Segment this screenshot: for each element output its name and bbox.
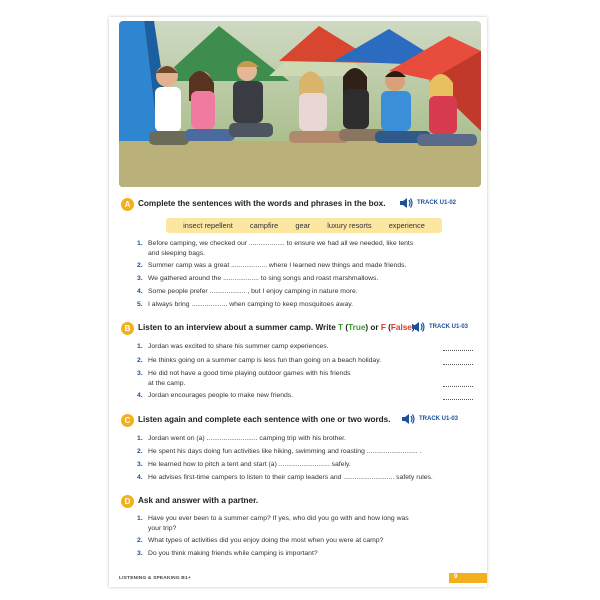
audio-speaker-icon[interactable] bbox=[401, 413, 415, 425]
item-number: 2. bbox=[137, 537, 143, 544]
item-number: 3. bbox=[137, 275, 143, 282]
item-text: Before camping, we checked our ................... to ensure we had all we needed, like tents bbox=[148, 240, 414, 247]
section-a-instruction: Complete the sentences with the words and phrases in the box. bbox=[138, 199, 386, 208]
word-box-item: experience bbox=[388, 221, 425, 230]
item-text: and sleeping bags. bbox=[148, 249, 206, 257]
item-number: 3. bbox=[137, 461, 143, 468]
item-number: 4. bbox=[137, 392, 143, 399]
item-text: Some people prefer ................... , but I enjoy camping in nature more. bbox=[148, 288, 358, 295]
answer-line[interactable] bbox=[443, 364, 473, 365]
section-c-track-label: TRACK U1-03 bbox=[419, 416, 459, 422]
instruction-text: Listen to an interview about a summer camp. Write bbox=[138, 323, 339, 332]
section-b-instruction: Listen to an interview about a summer camp. Write T (True) or F (False bbox=[138, 323, 412, 332]
true-letter: T bbox=[338, 323, 344, 332]
item-text: Jordan encourages people to make new friends. bbox=[148, 392, 294, 399]
true-word: True bbox=[348, 323, 366, 332]
word-box-item: gear bbox=[295, 221, 311, 230]
word-box-item: luxury resorts bbox=[327, 221, 372, 230]
item-number: 1. bbox=[137, 515, 143, 522]
item-number: 4. bbox=[137, 474, 143, 481]
false-word: False bbox=[390, 323, 412, 332]
section-b-badge: B bbox=[121, 322, 134, 335]
item-text: He thinks going on a summer camp is less fun than going on a beach holiday. bbox=[148, 357, 381, 364]
item-text: Do you think making friends while camping is important? bbox=[148, 550, 318, 557]
section-c-badge: C bbox=[121, 414, 134, 427]
item-number: 5. bbox=[137, 301, 143, 308]
item-number: 1. bbox=[137, 435, 143, 442]
book-footer-title: LISTENING & SPEAKING B1+ bbox=[119, 576, 191, 581]
audio-speaker-icon[interactable] bbox=[399, 197, 413, 209]
section-d-badge: D bbox=[121, 495, 134, 508]
instruction-text: or bbox=[368, 323, 381, 332]
section-a-badge: A bbox=[121, 198, 134, 211]
item-text: Have you ever been to a summer camp? If yes, who did you go with and how long was bbox=[148, 515, 409, 522]
answer-line[interactable] bbox=[443, 399, 473, 400]
item-text: Jordan was excited to share his summer camp experiences. bbox=[148, 343, 329, 350]
item-text: He did not have a good time playing outdoor games with his friends bbox=[148, 370, 351, 377]
false-letter: F bbox=[380, 323, 386, 332]
section-a-track-label: TRACK U1-02 bbox=[417, 200, 457, 206]
word-box-item: insect repellent bbox=[183, 221, 233, 230]
campers-photo bbox=[119, 21, 481, 187]
audio-speaker-icon[interactable] bbox=[411, 321, 425, 333]
item-number: 2. bbox=[137, 357, 143, 364]
item-number: 1. bbox=[137, 343, 143, 350]
item-text: your trip? bbox=[148, 524, 177, 532]
item-text: Summer camp was a great ................... where I learned new things and made friends. bbox=[148, 262, 407, 269]
answer-line[interactable] bbox=[443, 350, 473, 351]
item-text: What types of activities did you enjoy doing the most when you were at camp? bbox=[148, 537, 384, 544]
section-c-instruction: Listen again and complete each sentence with one or two words. bbox=[138, 415, 391, 424]
page-number: 9 bbox=[454, 574, 458, 580]
word-box bbox=[166, 218, 442, 233]
item-text: He advises first-time campers to listen to their camp leaders and ........................... safety rules. bbox=[148, 474, 433, 481]
page-number-bar bbox=[449, 573, 487, 583]
section-b-track-label: TRACK U1-03 bbox=[429, 324, 469, 330]
item-text: He learned how to pitch a tent and start (a) ........................... safely. bbox=[148, 461, 351, 468]
item-number: 1. bbox=[137, 240, 143, 247]
textbook-page bbox=[109, 17, 487, 587]
item-text: Jordan went on (a) ........................... camping trip with his brother. bbox=[148, 435, 346, 442]
section-d-instruction: Ask and answer with a partner. bbox=[138, 496, 259, 505]
word-box-item: campfire bbox=[249, 221, 279, 230]
item-number: 3. bbox=[137, 370, 143, 377]
item-number: 3. bbox=[137, 550, 143, 557]
item-text: He spent his days doing fun activities like hiking, swimming and roasting ........................... . bbox=[148, 448, 422, 455]
item-text: I always bring ................... when camping to keep mosquitoes away. bbox=[148, 301, 354, 308]
campers-illustration bbox=[119, 21, 481, 187]
item-number: 4. bbox=[137, 288, 143, 295]
answer-line[interactable] bbox=[443, 386, 473, 387]
item-text: We gathered around the ................... to sing songs and roast marshmallows. bbox=[148, 275, 379, 282]
item-text: at the camp. bbox=[148, 379, 186, 387]
item-number: 2. bbox=[137, 262, 143, 269]
item-number: 2. bbox=[137, 448, 143, 455]
